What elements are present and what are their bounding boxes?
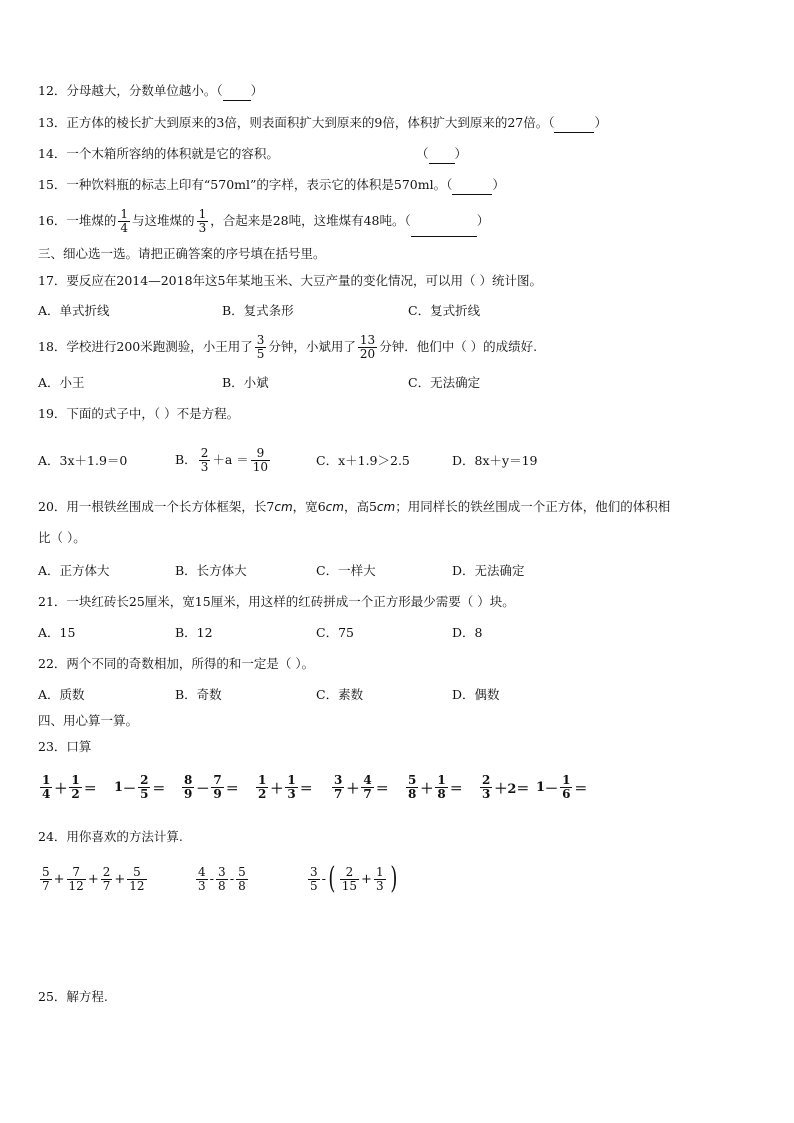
operator: +: [53, 872, 65, 887]
unit-cm: cm: [274, 500, 293, 514]
q16-text-mid: 与这堆煤的: [132, 213, 195, 228]
fraction: [406, 774, 418, 801]
calc-expression-3: [306, 861, 399, 896]
fraction: [216, 866, 228, 893]
numerator: 2: [140, 773, 149, 787]
section-3-heading: 三、细心选一选。请把正确答案的序号填在括号里。: [38, 246, 326, 261]
numerator: 4: [363, 773, 372, 787]
numerator: 1: [42, 773, 51, 787]
answer-blank[interactable]: [429, 145, 455, 164]
q16-text-post: ，合起来是28吨，这堆煤有48吨。（: [210, 213, 411, 228]
q22-option-a[interactable]: A．质数: [38, 687, 85, 702]
denominator: 3: [198, 879, 206, 893]
q12-text: 12．分母越大，分数单位越小。（: [38, 83, 223, 98]
question-23-title: 23．口算: [38, 739, 92, 754]
operator: -: [209, 872, 215, 887]
left-paren: (: [328, 861, 336, 896]
fraction: [374, 866, 386, 893]
equals: ＝: [83, 782, 97, 797]
denominator: 8: [238, 879, 246, 893]
q20-length: 7: [266, 499, 275, 514]
question-17: 17．要反应在2014—2018年这5年某地玉米、大豆产量的变化情况，可以用（ ）统计图。: [38, 273, 542, 288]
q17-option-c[interactable]: C．复式折线: [408, 303, 481, 318]
fraction: [251, 447, 270, 474]
operator: ＋: [270, 782, 284, 797]
equals: ＝: [574, 782, 588, 797]
operator: ＋: [420, 782, 434, 797]
denominator: 7: [363, 787, 372, 801]
whole-number: 1: [536, 780, 546, 795]
answer-blank[interactable]: [554, 114, 594, 133]
oral-calc-5: [330, 774, 389, 801]
fraction: [182, 774, 194, 801]
q18-text-pre: 18．学校进行200米跑测验，小王用了: [38, 339, 253, 354]
q13-close-paren: ）: [594, 115, 607, 130]
numerator: 7: [72, 865, 80, 879]
q20-text-3: ，高: [343, 499, 369, 514]
q22-option-d[interactable]: D．偶数: [452, 687, 500, 702]
whole-number: 1: [114, 780, 124, 795]
numerator: 1: [375, 864, 384, 879]
q20-height: 5: [368, 499, 377, 514]
numerator: 1: [120, 207, 129, 221]
question-12: [38, 82, 263, 101]
fraction: [67, 866, 86, 893]
q22-option-c[interactable]: C．素数: [316, 687, 364, 702]
operator: ＋2＝: [494, 782, 530, 797]
q14-text: 14．一个木箱所容纳的体积就是它的容积。: [38, 146, 279, 161]
fraction: [199, 447, 211, 474]
section-4-heading: 四、用心算一算。: [38, 713, 139, 728]
question-20: [38, 498, 670, 516]
denominator: 3: [200, 460, 209, 474]
denominator: 5: [256, 347, 265, 361]
q16-text-pre: 16．一堆煤的: [38, 213, 117, 228]
q17-option-a[interactable]: A．单式折线: [38, 303, 110, 318]
denominator: 8: [408, 787, 417, 801]
fraction: [256, 774, 268, 801]
fraction: [435, 774, 447, 801]
fraction: [340, 866, 359, 893]
fraction: [332, 774, 344, 801]
denominator: 4: [120, 221, 129, 235]
answer-blank[interactable]: [223, 82, 251, 101]
numerator: 5: [133, 865, 141, 879]
fraction: [101, 866, 113, 893]
denominator: 9: [184, 787, 193, 801]
denominator: 2: [258, 787, 267, 801]
numerator: 2: [200, 446, 209, 460]
numerator: 2: [102, 865, 111, 879]
q20-option-b[interactable]: B．长方体大: [175, 563, 247, 578]
question-16: [38, 206, 489, 237]
operator: ＋: [54, 782, 68, 797]
calc-expression-1: [38, 866, 149, 893]
q20-text-2: ，宽: [292, 499, 318, 514]
fraction: [308, 866, 320, 893]
q18-option-a[interactable]: A．小王: [38, 375, 85, 390]
q21-option-d[interactable]: D．8: [452, 625, 483, 640]
numerator: 13: [359, 333, 376, 347]
denominator: 9: [213, 787, 222, 801]
denominator: 3: [482, 787, 491, 801]
q20-text-1: 20．用一根铁丝围成一个长方体框架，长: [38, 499, 267, 514]
numerator: 2: [345, 864, 354, 879]
unit-cm: cm: [376, 500, 396, 514]
denominator: 7: [334, 787, 343, 801]
denominator: 12: [129, 879, 145, 893]
denominator: 10: [252, 460, 269, 474]
denominator: 5: [140, 787, 149, 801]
q19-option-d[interactable]: D．8x＋y＝19: [452, 453, 538, 468]
numerator: 7: [213, 773, 222, 787]
q21-option-a[interactable]: A．15: [38, 625, 76, 640]
operator: -: [321, 871, 327, 887]
fraction: [480, 774, 492, 801]
oral-calc-1: [38, 774, 97, 801]
operator: +: [114, 872, 126, 887]
unit-cm: cm: [325, 500, 344, 514]
denominator: 15: [341, 878, 358, 893]
denominator: 2: [71, 787, 80, 801]
equals: ＝: [225, 782, 239, 797]
operator: +: [361, 871, 372, 887]
q18-text-post: 分钟．他们中（ ）的成绩好.: [379, 339, 538, 354]
numerator: 3: [334, 773, 343, 787]
denominator: 8: [437, 787, 446, 801]
question-13: [38, 114, 607, 133]
numerator: 3: [310, 864, 318, 879]
q14-answer: [416, 145, 467, 164]
oral-calc-8: [536, 774, 587, 801]
fraction: [40, 866, 52, 893]
fraction: [69, 774, 81, 801]
question-20-line-2: 比（ ）。: [38, 530, 86, 545]
question-24-title: 24．用你喜欢的方法计算.: [38, 829, 183, 844]
fraction: [196, 866, 208, 893]
equals: ＝: [152, 782, 166, 797]
equals: ＝: [375, 782, 389, 797]
q15-close-paren: ）: [492, 177, 505, 192]
oral-calc-7: [478, 774, 529, 801]
q22-option-b[interactable]: B．奇数: [175, 687, 222, 702]
denominator: 3: [287, 787, 296, 801]
fraction: [361, 774, 373, 801]
denominator: 8: [218, 879, 226, 893]
denominator: 7: [102, 879, 111, 893]
q12-close-paren: ）: [250, 83, 264, 98]
denominator: 7: [42, 879, 50, 893]
operator: －: [123, 782, 137, 797]
q15-text: 15．一种饮料瓶的标志上印有“570ml”的字样，表示它的体积是570ml。（: [38, 177, 453, 192]
numerator: 2: [482, 773, 491, 787]
operator: －: [196, 782, 210, 797]
fraction: [118, 208, 130, 235]
question-18: [38, 332, 537, 362]
fraction: [138, 774, 150, 801]
right-paren: ): [389, 861, 397, 896]
equals: ＝: [299, 782, 313, 797]
numerator: 1: [562, 773, 571, 787]
q20-option-d[interactable]: D．无法确定: [452, 563, 525, 578]
fraction: [236, 866, 248, 893]
fraction: [127, 866, 146, 893]
q14-open-paren: （: [416, 146, 429, 161]
numerator: 4: [198, 865, 206, 879]
numerator: 1: [258, 773, 267, 787]
numerator: 8: [184, 773, 193, 787]
answer-blank[interactable]: [452, 176, 492, 195]
oral-calc-2: [114, 774, 165, 801]
oral-calc-3: [180, 774, 239, 801]
q19-option-b[interactable]: [175, 440, 272, 480]
option-label: B．: [175, 452, 197, 467]
q20-option-c[interactable]: C．一样大: [316, 563, 376, 578]
numerator: 1: [198, 207, 207, 221]
numerator: 1: [437, 773, 446, 787]
q20-option-a[interactable]: A．正方体大: [38, 563, 110, 578]
question-19: 19．下面的式子中，（ ）不是方程。: [38, 406, 240, 421]
answer-blank[interactable]: [411, 206, 477, 237]
denominator: 4: [42, 787, 51, 801]
fraction: [197, 208, 209, 235]
q20-width: 6: [317, 499, 326, 514]
numerator: 3: [256, 333, 265, 347]
q18-text-mid: 分钟，小斌用了: [268, 339, 356, 354]
q19-option-a[interactable]: A．3x＋1.9＝0: [38, 453, 128, 468]
question-15: [38, 176, 505, 195]
q18-option-c[interactable]: C．无法确定: [408, 375, 481, 390]
q16-close-paren: ）: [476, 213, 490, 228]
denominator: 5: [310, 878, 318, 893]
fraction: [285, 774, 297, 801]
question-21: 21．一块红砖长25厘米，宽15厘米，用这样的红砖拼成一个正方形最少需要（ ）块。: [38, 594, 515, 609]
question-22: 22．两个不同的奇数相加，所得的和一定是（ ）。: [38, 656, 315, 671]
numerator: 3: [218, 865, 226, 879]
denominator: 12: [68, 879, 84, 893]
q21-option-b[interactable]: B．12: [175, 625, 213, 640]
q14-close-paren: ）: [454, 146, 468, 161]
denominator: 3: [198, 221, 207, 235]
numerator: 1: [71, 773, 80, 787]
numerator: 1: [287, 773, 296, 787]
oral-calc-4: [254, 774, 313, 801]
q21-option-c[interactable]: C．75: [316, 625, 354, 640]
oral-calc-6: [404, 774, 463, 801]
q13-text: 13．正方体的棱长扩大到原来的3倍，则表面积扩大到原来的9倍，体积扩大到原来的27倍。（: [38, 115, 555, 130]
q18-option-b[interactable]: B．小斌: [222, 375, 269, 390]
numerator: 5: [42, 865, 50, 879]
denominator: 6: [562, 787, 571, 801]
q17-option-b[interactable]: B．复式条形: [222, 303, 294, 318]
operator: －: [545, 782, 559, 797]
numerator: 5: [238, 865, 246, 879]
fraction: [560, 774, 572, 801]
operator: ＋: [346, 782, 360, 797]
question-25-title: 25．解方程.: [38, 989, 108, 1004]
equals: ＝: [449, 782, 463, 797]
numerator: 5: [408, 773, 417, 787]
fraction: [211, 774, 223, 801]
fraction: [358, 334, 377, 361]
question-14: [38, 145, 468, 163]
operator: +: [87, 872, 99, 887]
fraction: [40, 774, 52, 801]
operator: -: [229, 872, 235, 887]
option-b-mid: ＋a ＝: [212, 452, 249, 467]
denominator: 3: [375, 878, 384, 893]
numerator: 9: [256, 446, 265, 460]
denominator: 20: [359, 347, 376, 361]
q20-text-4: ；用同样长的铁丝围成一个正方体，他们的体积相: [395, 499, 671, 514]
fraction: [255, 334, 267, 361]
calc-expression-2: [194, 866, 250, 893]
q19-option-c[interactable]: C．x＋1.9＞2.5: [316, 453, 410, 468]
